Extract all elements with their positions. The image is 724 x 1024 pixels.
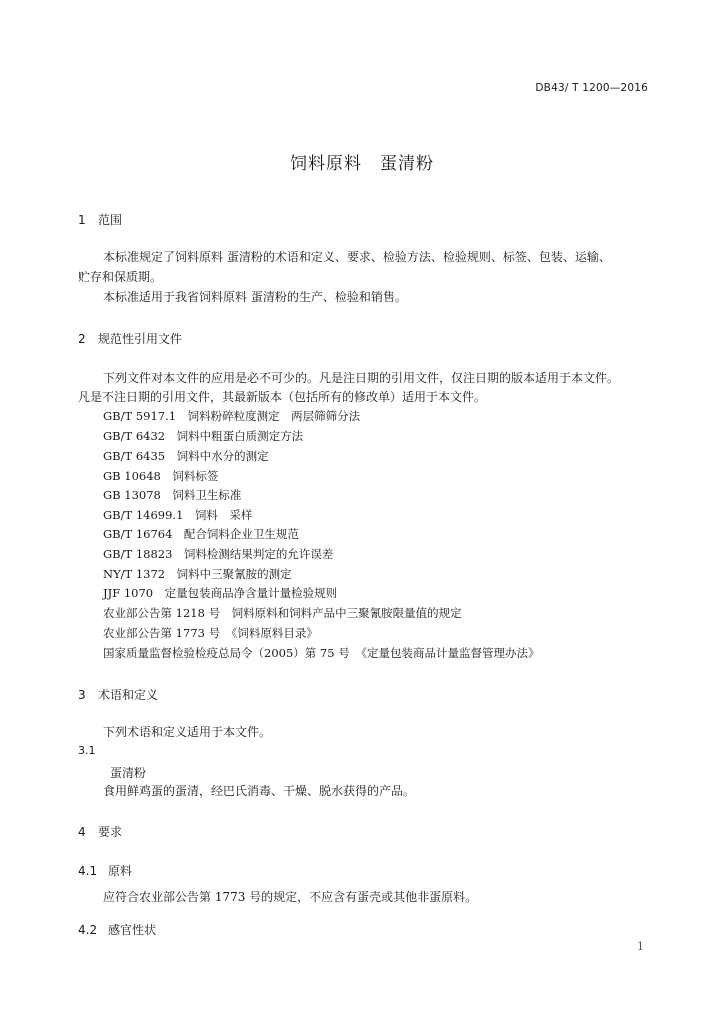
reference-item: NY/T 1372 饲料中三聚氰胺的测定 [103, 567, 292, 581]
reference-item: GB/T 16764 配合饲料企业卫生规范 [103, 527, 299, 541]
scope-paragraph-1-line-2: 贮存和保质期。 [78, 270, 163, 284]
subsection-4-2-heading [78, 921, 156, 938]
raw-material-requirement: 应符合农业部公告第 1773 号的规定，不应含有蛋壳或其他非蛋原料。 [103, 890, 478, 904]
term-number: 3.1 [78, 744, 96, 757]
references-intro-line-1: 下列文件对本文件的应用是必不可少的。凡是注日期的引用文件，仅注日期的版本适用于本文件。 [103, 371, 620, 385]
reference-item: JJF 1070 定量包装商品净含量计量检验规则 [103, 586, 338, 600]
section-title: 术语和定义 [98, 688, 159, 702]
subsection-title: 原料 [108, 864, 133, 878]
section-number: 2 [78, 332, 86, 346]
reference-item: GB/T 6432 饲料中粗蛋白质测定方法 [103, 429, 304, 443]
section-number: 4 [78, 825, 86, 839]
term-definition: 食用鲜鸡蛋的蛋清，经巴氏消毒、干燥、脱水获得的产品。 [103, 784, 416, 798]
reference-item: 农业部公告第 1218 号 饲料原料和饲料产品中三聚氰胺限量值的规定 [103, 606, 462, 620]
section-3-heading [78, 686, 158, 703]
subsection-number: 4.2 [78, 923, 98, 937]
reference-item: GB/T 6435 饲料中水分的测定 [103, 449, 269, 463]
subsection-title: 感官性状 [108, 923, 157, 937]
reference-item: GB 10648 饲料标签 [103, 469, 219, 483]
reference-item: 农业部公告第 1773 号 《饲料原料目录》 [103, 626, 318, 640]
subsection-4-1-heading [78, 862, 132, 879]
references-intro-line-2: 凡是不注日期的引用文件，其最新版本（包括所有的修改单）适用于本文件。 [78, 390, 487, 404]
scope-paragraph-2: 本标准适用于我省饲料原料 蛋清粉的生产、检验和销售。 [103, 290, 407, 304]
document-title: 饲料原料 蛋清粉 [290, 154, 434, 174]
terms-intro: 下列术语和定义适用于本文件。 [103, 725, 272, 739]
section-number: 1 [78, 213, 86, 227]
document-code: DB43/ T 1200—2016 [535, 82, 648, 94]
reference-item: GB/T 5917.1 饲料粉碎粒度测定 两层筛筛分法 [103, 409, 361, 423]
section-number: 3 [78, 688, 86, 702]
reference-item: GB 13078 饲料卫生标准 [103, 488, 242, 502]
term-name: 蛋清粉 [110, 766, 147, 780]
reference-item: GB/T 14699.1 饲料 采样 [103, 508, 253, 522]
section-2-heading [78, 330, 182, 347]
section-title: 要求 [98, 825, 123, 839]
subsection-number: 4.1 [78, 864, 98, 878]
section-title: 规范性引用文件 [98, 332, 183, 346]
section-title: 范围 [98, 213, 123, 227]
section-4-heading [78, 823, 122, 840]
reference-item: 国家质量监督检验检疫总局令（2005）第 75 号 《定量包装商品计量监督管理办法》 [103, 646, 540, 660]
scope-paragraph-1-line-1: 本标准规定了饲料原料 蛋清粉的术语和定义、要求、检验方法、检验规则、标签、包装、运输、 [103, 250, 611, 264]
reference-item: GB/T 18823 饲料检测结果判定的允许误差 [103, 547, 334, 561]
page-number: 1 [637, 940, 644, 953]
section-1-heading [78, 211, 122, 228]
